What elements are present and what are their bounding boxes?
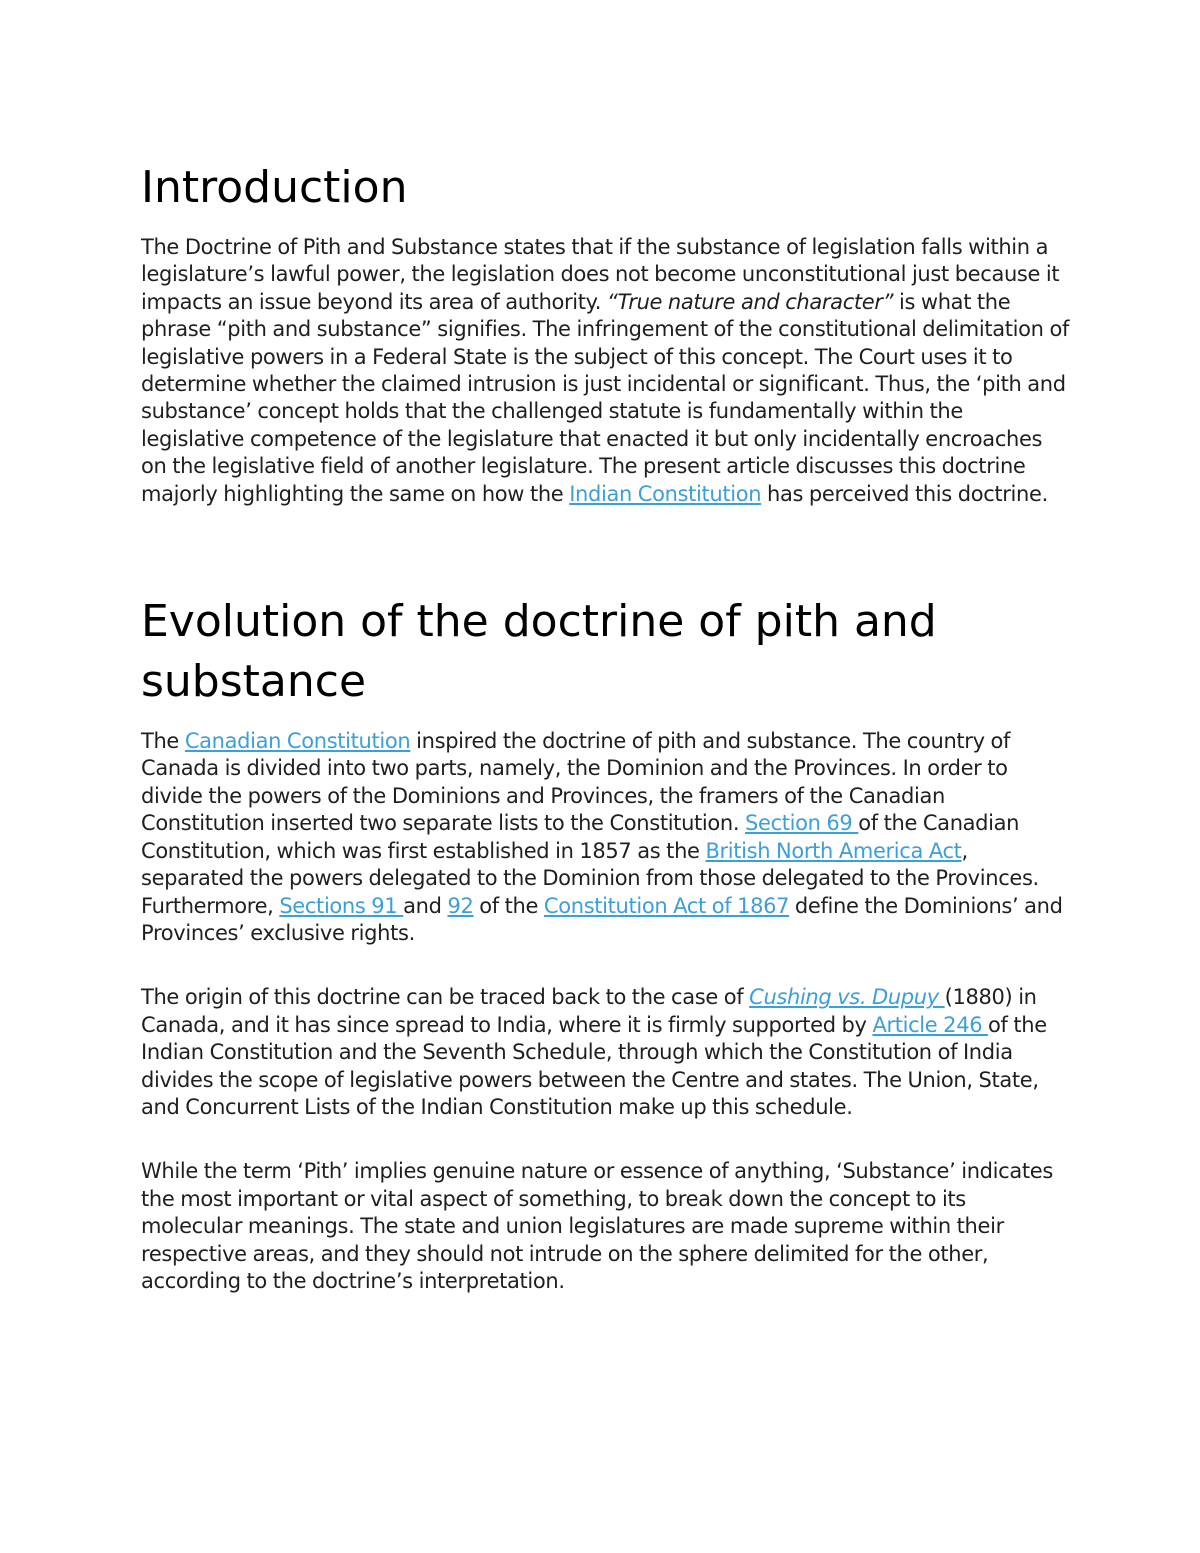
- evo1-text-5: and: [403, 893, 448, 918]
- intro-italic-quote: “True nature and character”: [606, 289, 894, 314]
- evolution-paragraph-3: While the term ‘Pith’ implies genuine nature or essence of anything, ‘Substance’ indicates the most important or vital aspect of something, to break down the concept to its molecular meanings. The state and union legislatures are made supreme within their respective areas, and they should not intrude on the sphere delimited for the other, according to the doctrine’s interpretation.: [141, 1159, 1053, 1293]
- link-british-north-america-act[interactable]: British North America Act: [705, 838, 962, 863]
- intro-text-1: The Doctrine of Pith and Substance states that if the substance of legislation falls within a legislature’s lawful power, the legislation does not become unconstitutional just because it impacts an issue beyond its area of authority.: [141, 235, 1060, 314]
- evo1-text-3: of the Canadian Constitution, which was first established in 1857 as the: [141, 811, 1020, 863]
- link-article-246[interactable]: Article 246: [872, 1012, 989, 1037]
- link-sections-91[interactable]: Sections 91: [279, 893, 404, 918]
- evolution-paragraph-2: [141, 984, 1071, 1121]
- evo1-text-4: , separated the powers delegated to the Dominion from those delegated to the Provinces. Furthermore,: [141, 838, 1039, 918]
- introduction-heading: Introduction: [141, 162, 408, 213]
- link-constitution-act-1867[interactable]: Constitution Act of 1867: [543, 893, 790, 918]
- evo1-text-2: inspired the doctrine of pith and substance. The country of Canada is divided into two parts, namely, the Dominion and the Provinces. In order to divide the powers of the Dominions and Provinces, the framers of the Canadian Constitution inserted two separate lists to the Constitution.: [141, 729, 1011, 836]
- evo2-text-2: (1880) in Canada, and it has since spread to India, where it is firmly supported by: [141, 985, 1037, 1037]
- link-section-92[interactable]: 92: [447, 893, 474, 918]
- evo2-text-1: The origin of this doctrine can be traced back to the case of: [141, 985, 750, 1010]
- link-cushing-vs-dupuy[interactable]: [749, 985, 945, 1009]
- cushing-vs-dupuy-text: Cushing vs. Dupuy: [749, 985, 945, 1010]
- evolution-heading: Evolution of the doctrine of pith and substance: [141, 596, 937, 708]
- evo1-text-6: of the: [473, 893, 544, 918]
- link-indian-constitution[interactable]: Indian Constitution: [569, 481, 762, 506]
- link-canadian-constitution[interactable]: Canadian Constitution: [184, 729, 411, 754]
- evo1-text-1: The: [141, 729, 185, 754]
- intro-text-2: is what the phrase “pith and substance” signifies. The infringement of the constitutional delimitation of legislative powers in a Federal State is the subject of this concept. The Court uses it to determine whether the claimed intrusion is just incidental or significant. Thus, the ‘pith and substance’ concept holds that the challenged statute is fundamentally within the legislative competence of the legislature that enacted it but only incidentally encroaches on the legislative field of another legislature. The present article discusses this doctrine majorly highlighting the same on how the: [141, 289, 1069, 506]
- intro-text-3: has perceived this doctrine.: [761, 481, 1048, 506]
- evo1-text-7: define the Dominions’ and Provinces’ exclusive rights.: [141, 893, 1063, 945]
- evo2-text-3: of the Indian Constitution and the Seventh Schedule, through which the Constitution of India divides the scope of legislative powers between the Centre and states. The Union, State, and Concurrent Lists of the Indian Constitution make up this schedule.: [141, 1012, 1047, 1119]
- evolution-paragraph-1: [141, 728, 1071, 947]
- introduction-paragraph: [141, 234, 1071, 508]
- link-section-69[interactable]: Section 69: [745, 811, 859, 836]
- document-page: [141, 160, 1071, 1295]
